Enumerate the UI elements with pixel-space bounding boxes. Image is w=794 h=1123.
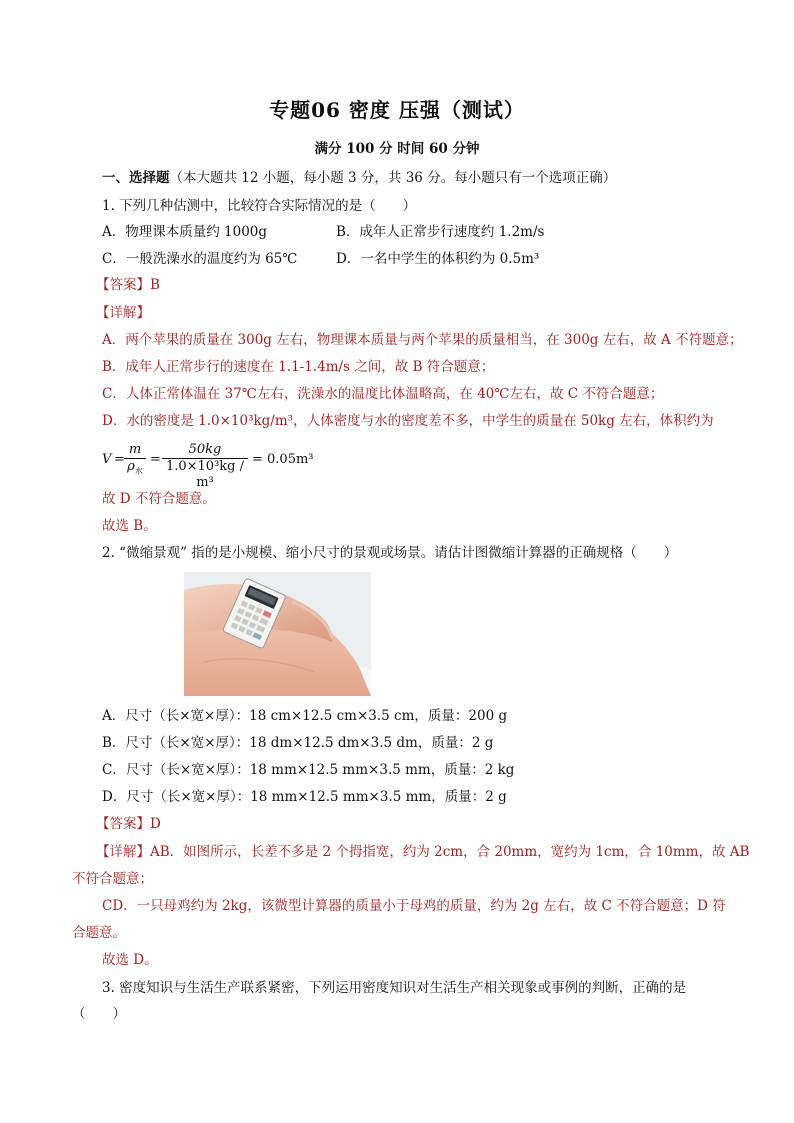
formula-m: m (124, 442, 146, 459)
section-note: （本大题共 12 小题，每小题 3 分，共 36 分。每小题只有一个选项正确） (169, 170, 617, 186)
q1-options-row-1 (102, 223, 702, 241)
q1-explanation-c: C．人体正常体温在 37℃左右，洗澡水的温度比体温略高，在 40℃左右，故 C 不符合题意； (102, 386, 664, 402)
formula-v: V (102, 452, 112, 467)
formula-denominator: 1.0×10³kg / m³ (165, 459, 245, 490)
q1-detail-label: 【详解】 (96, 305, 150, 321)
q2-option-c: C．尺寸（长×宽×厚）：18 mm×12.5 mm×3.5 mm，质量：2 kg (102, 762, 515, 778)
formula-equals: = (114, 452, 125, 467)
mini-calculator-illustration (184, 572, 371, 696)
q1-options-row-2 (102, 250, 702, 268)
formula-equals-2: = (150, 452, 161, 467)
q1-option-b: B．成年人正常步行速度约 1.2m/s (336, 224, 545, 240)
q1-explanation-a: A．两个苹果的质量在 300g 左右，物理课本质量与两个苹果的质量相当，在 300g 左右，故 A 不符题意； (102, 332, 743, 348)
section-heading: 一、选择题 (102, 170, 170, 186)
q2-detail-ab-line-1 (96, 843, 749, 861)
formula-rho-wrap (124, 459, 146, 480)
q2-detail-cd-line-1: CD．一只母鸡约为 2kg，该微型计算器的质量小于母鸡的质量，约为 2g 左右，故 C 不符合题意；D 符 (102, 898, 726, 914)
q1-explanation-d: D．水的密度是 1.0×10³kg/m³，人体密度与水的密度差不多，中学生的质量在 50kg 左右，体积约为 (102, 413, 714, 429)
q2-option-b: B．尺寸（长×宽×厚）：18 dm×12.5 dm×3.5 dm，质量：2 g (102, 735, 494, 751)
q1-option-c: C．一般洗澡水的温度约为 65℃ (102, 251, 298, 267)
q1-answer: 【答案】B (96, 277, 160, 293)
q2-answer: 【答案】D (96, 816, 161, 832)
q1-option-d: D．一名中学生的体积约为 0.5m³ (336, 251, 540, 267)
q2-detail-label: 【详解】 (96, 844, 150, 860)
formula-m-over-rho (124, 442, 146, 480)
q2-detail-cd-line-2: 合题意。 (72, 925, 126, 941)
page-subtitle: 满分 100 分 时间 60 分钟 (314, 141, 480, 157)
q3-stem-line-2: （ ） (72, 1006, 126, 1022)
q1-option-a: A．物理课本质量约 1000g (102, 224, 268, 240)
formula-rho-sub: 水 (134, 466, 143, 476)
formula-rho: ρ (127, 459, 135, 474)
formula-result: = 0.05m³ (252, 452, 314, 467)
q2-choice: 故选 D。 (102, 952, 158, 968)
volume-formula (102, 440, 362, 490)
q3-stem-line-1: 3. 密度知识与生活生产联系紧密，下列运用密度知识对生活生产相关现象或事例的判断，正确的是 (102, 980, 687, 996)
q1-explanation-b: B．成年人正常步行的速度在 1.1-1.4m/s 之间，故 B 符合题意； (102, 359, 495, 375)
q2-detail-ab-text: AB．如图所示，长差不多是 2 个拇指宽，约为 2cm，合 20mm，宽约为 1cm，合 10mm，故 AB (150, 844, 750, 860)
formula-value-fraction (162, 442, 248, 491)
q2-detail-ab-line-2: 不符合题意； (72, 871, 153, 887)
page-title: 专题06 密度 压强（测试） (269, 98, 525, 122)
section-heading-line (102, 169, 616, 187)
q2-option-d: D．尺寸（长×宽×厚）：18 mm×12.5 mm×3.5 mm，质量：2 g (102, 789, 507, 805)
q2-stem: 2. “微缩景观” 指的是小规模、缩小尺寸的景观或场景。请估计图微缩计算器的正确规格（ ） (102, 545, 678, 561)
q1-stem: 1. 下列几种估测中，比较符合实际情况的是（ ） (102, 198, 417, 214)
formula-numerator: 50kg (162, 442, 248, 459)
mini-calculator-photo (184, 572, 371, 696)
q2-option-a: A．尺寸（长×宽×厚）：18 cm×12.5 cm×3.5 cm，质量：200 g (102, 708, 508, 724)
q1-choice: 故选 B。 (102, 518, 157, 534)
q1-conclusion: 故 D 不符合题意。 (102, 491, 216, 507)
